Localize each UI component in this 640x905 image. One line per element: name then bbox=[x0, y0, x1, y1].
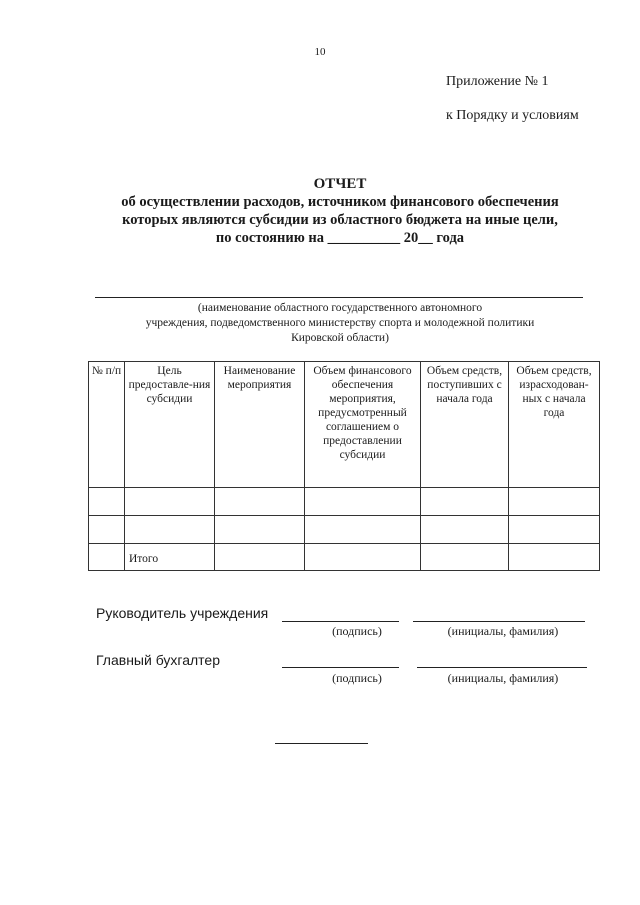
table-cell[interactable] bbox=[125, 488, 215, 516]
header-cell-number: № п/п bbox=[89, 362, 125, 488]
table-cell[interactable] bbox=[215, 544, 305, 571]
head-signature-line[interactable] bbox=[282, 621, 399, 622]
report-title-line-1: об осуществлении расходов, источником финансового обеспечения bbox=[121, 194, 559, 210]
table-row bbox=[89, 516, 600, 544]
report-heading: ОТЧЕТ bbox=[313, 176, 367, 192]
organization-caption-line-1: (наименование областного государственного автономного bbox=[197, 302, 483, 314]
header-cell-spent-amount: Объем средств, израсходован-ных с начала года bbox=[509, 362, 600, 488]
report-title-block bbox=[60, 175, 620, 247]
end-divider bbox=[275, 743, 368, 744]
accountant-signature-line[interactable] bbox=[282, 667, 399, 668]
table-cell[interactable] bbox=[421, 488, 509, 516]
table-cell[interactable] bbox=[89, 544, 125, 571]
table-cell[interactable] bbox=[509, 488, 600, 516]
chief-accountant-label: Главный бухгалтер bbox=[96, 652, 220, 668]
table-row bbox=[89, 488, 600, 516]
head-name-caption: (инициалы, фамилия) bbox=[447, 624, 559, 638]
table-cell[interactable] bbox=[305, 488, 421, 516]
accountant-signature-caption: (подпись) bbox=[332, 671, 382, 685]
table-cell[interactable] bbox=[89, 488, 125, 516]
table-cell[interactable] bbox=[89, 516, 125, 544]
organization-name-line[interactable] bbox=[95, 297, 583, 298]
header-cell-planned-amount: Объем финансового обеспечения мероприятия, предусмотренный соглашением о предоставлении субсидии bbox=[305, 362, 421, 488]
report-table bbox=[88, 361, 600, 571]
table-cell[interactable] bbox=[125, 516, 215, 544]
table-total-row bbox=[89, 544, 600, 571]
table-cell[interactable] bbox=[421, 516, 509, 544]
table-header-row bbox=[89, 362, 600, 488]
organization-caption-line-3: Кировской области) bbox=[291, 332, 389, 344]
head-name-line[interactable] bbox=[413, 621, 585, 622]
header-cell-purpose: Цель предоставле-ния субсидии bbox=[125, 362, 215, 488]
table-cell[interactable] bbox=[305, 544, 421, 571]
table-cell[interactable] bbox=[215, 516, 305, 544]
organization-caption bbox=[80, 301, 600, 346]
report-title-line-2: которых являются субсидии из областного бюджета на иные цели, bbox=[122, 212, 558, 228]
header-cell-received-amount: Объем средств, поступивших с начала года bbox=[421, 362, 509, 488]
head-signature-caption: (подпись) bbox=[332, 624, 382, 638]
appendix-subtitle: к Порядку и условиям bbox=[446, 108, 579, 123]
accountant-name-caption: (инициалы, фамилия) bbox=[447, 671, 559, 685]
accountant-name-line[interactable] bbox=[417, 667, 587, 668]
table-cell[interactable] bbox=[509, 516, 600, 544]
total-label: Итого bbox=[125, 544, 215, 571]
table-cell[interactable] bbox=[305, 516, 421, 544]
appendix-label: Приложение № 1 bbox=[446, 74, 549, 89]
table-cell[interactable] bbox=[509, 544, 600, 571]
page-number: 10 bbox=[314, 46, 326, 58]
table-cell[interactable] bbox=[215, 488, 305, 516]
table-cell[interactable] bbox=[421, 544, 509, 571]
report-title-line-3: по состоянию на __________ 20__ года bbox=[215, 230, 465, 246]
header-cell-activity-name: Наименование мероприятия bbox=[215, 362, 305, 488]
head-of-institution-label: Руководитель учреждения bbox=[96, 605, 269, 621]
organization-caption-line-2: учреждения, подведомственного министерству спорта и молодежной политики bbox=[145, 317, 535, 329]
